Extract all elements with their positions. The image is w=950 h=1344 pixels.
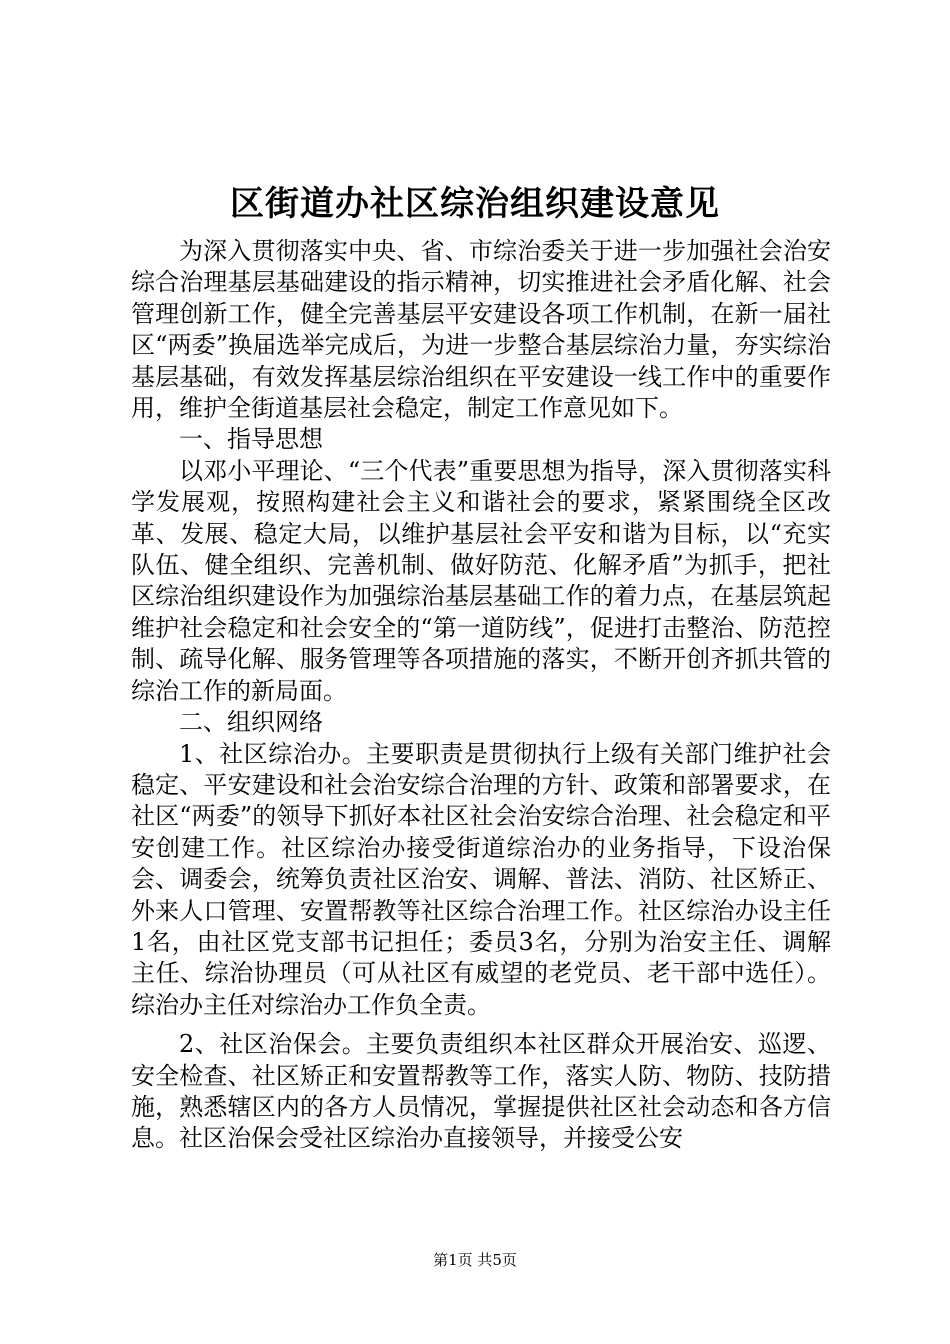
- guiding-thought-paragraph: 以邓小平理论、“三个代表”重要思想为指导，深入贯彻落实科学发展观，按照构建社会主义和谐社会的要求，紧紧围绕全区改革、发展、稳定大局，以维护基层社会平安和谐为目标，以“充实队伍、健全组织、完善机制、做好防范、化解矛盾”为抓手，把社区综治组织建设作为加强综治基层基础工作的着力点，在基层筑起维护社会稳定和社会安全的“第一道防线”，促进打击整治、防范控制、疏导化解、服务管理等各项措施的落实，不断开创齐抓共管的综治工作的新局面。: [131, 456, 831, 705]
- document-title: 区街道办社区综治组织建设意见: [230, 184, 720, 224]
- security-committee-paragraph: 2、社区治保会。主要负责组织本社区群众开展治安、巡逻、安全检查、社区矫正和安置帮教等工作，落实人防、物防、技防措施，熟悉辖区内的各方人员情况，掌握提供社区社会动态和各方信息。社区治保会受社区综治办直接领导，并接受公安: [131, 1030, 831, 1153]
- page-number: 第1页 共5页: [433, 1251, 517, 1269]
- intro-paragraph: 为深入贯彻落实中央、省、市综治委关于进一步加强社会治安综合治理基层基础建设的指示精神，切实推进社会矛盾化解、社会管理创新工作，健全完善基层平安建设各项工作机制，在新一届社区“两委”换届选举完成后，为进一步整合基层综治力量，夯实综治基层基础，有效发挥基层综治组织在平安建设一线工作中的重要作用，维护全街道基层社会稳定，制定工作意见如下。: [131, 237, 831, 423]
- community-office-paragraph: 1、社区综治办。主要职责是贯彻执行上级有关部门维护社会稳定、平安建设和社会治安综合治理的方针、政策和部署要求，在社区“两委”的领导下抓好本社区社会治安综合治理、社会稳定和平安创建工作。社区综治办接受街道综治办的业务指导，下设治保会、调委会，统筹负责社区治安、调解、普法、消防、社区矫正、外来人口管理、安置帮教等社区综合治理工作。社区综治办设主任1名，由社区党支部书记担任；委员3名，分别为治安主任、调解主任、综治协理员（可从社区有威望的老党员、老干部中选任）。综治办主任对综治办工作负全责。: [131, 739, 831, 1019]
- document-body: [131, 236, 831, 1155]
- section-heading-organization-network: 二、组织网络: [179, 708, 323, 737]
- section-heading-guiding-thought: 一、指导思想: [179, 425, 323, 454]
